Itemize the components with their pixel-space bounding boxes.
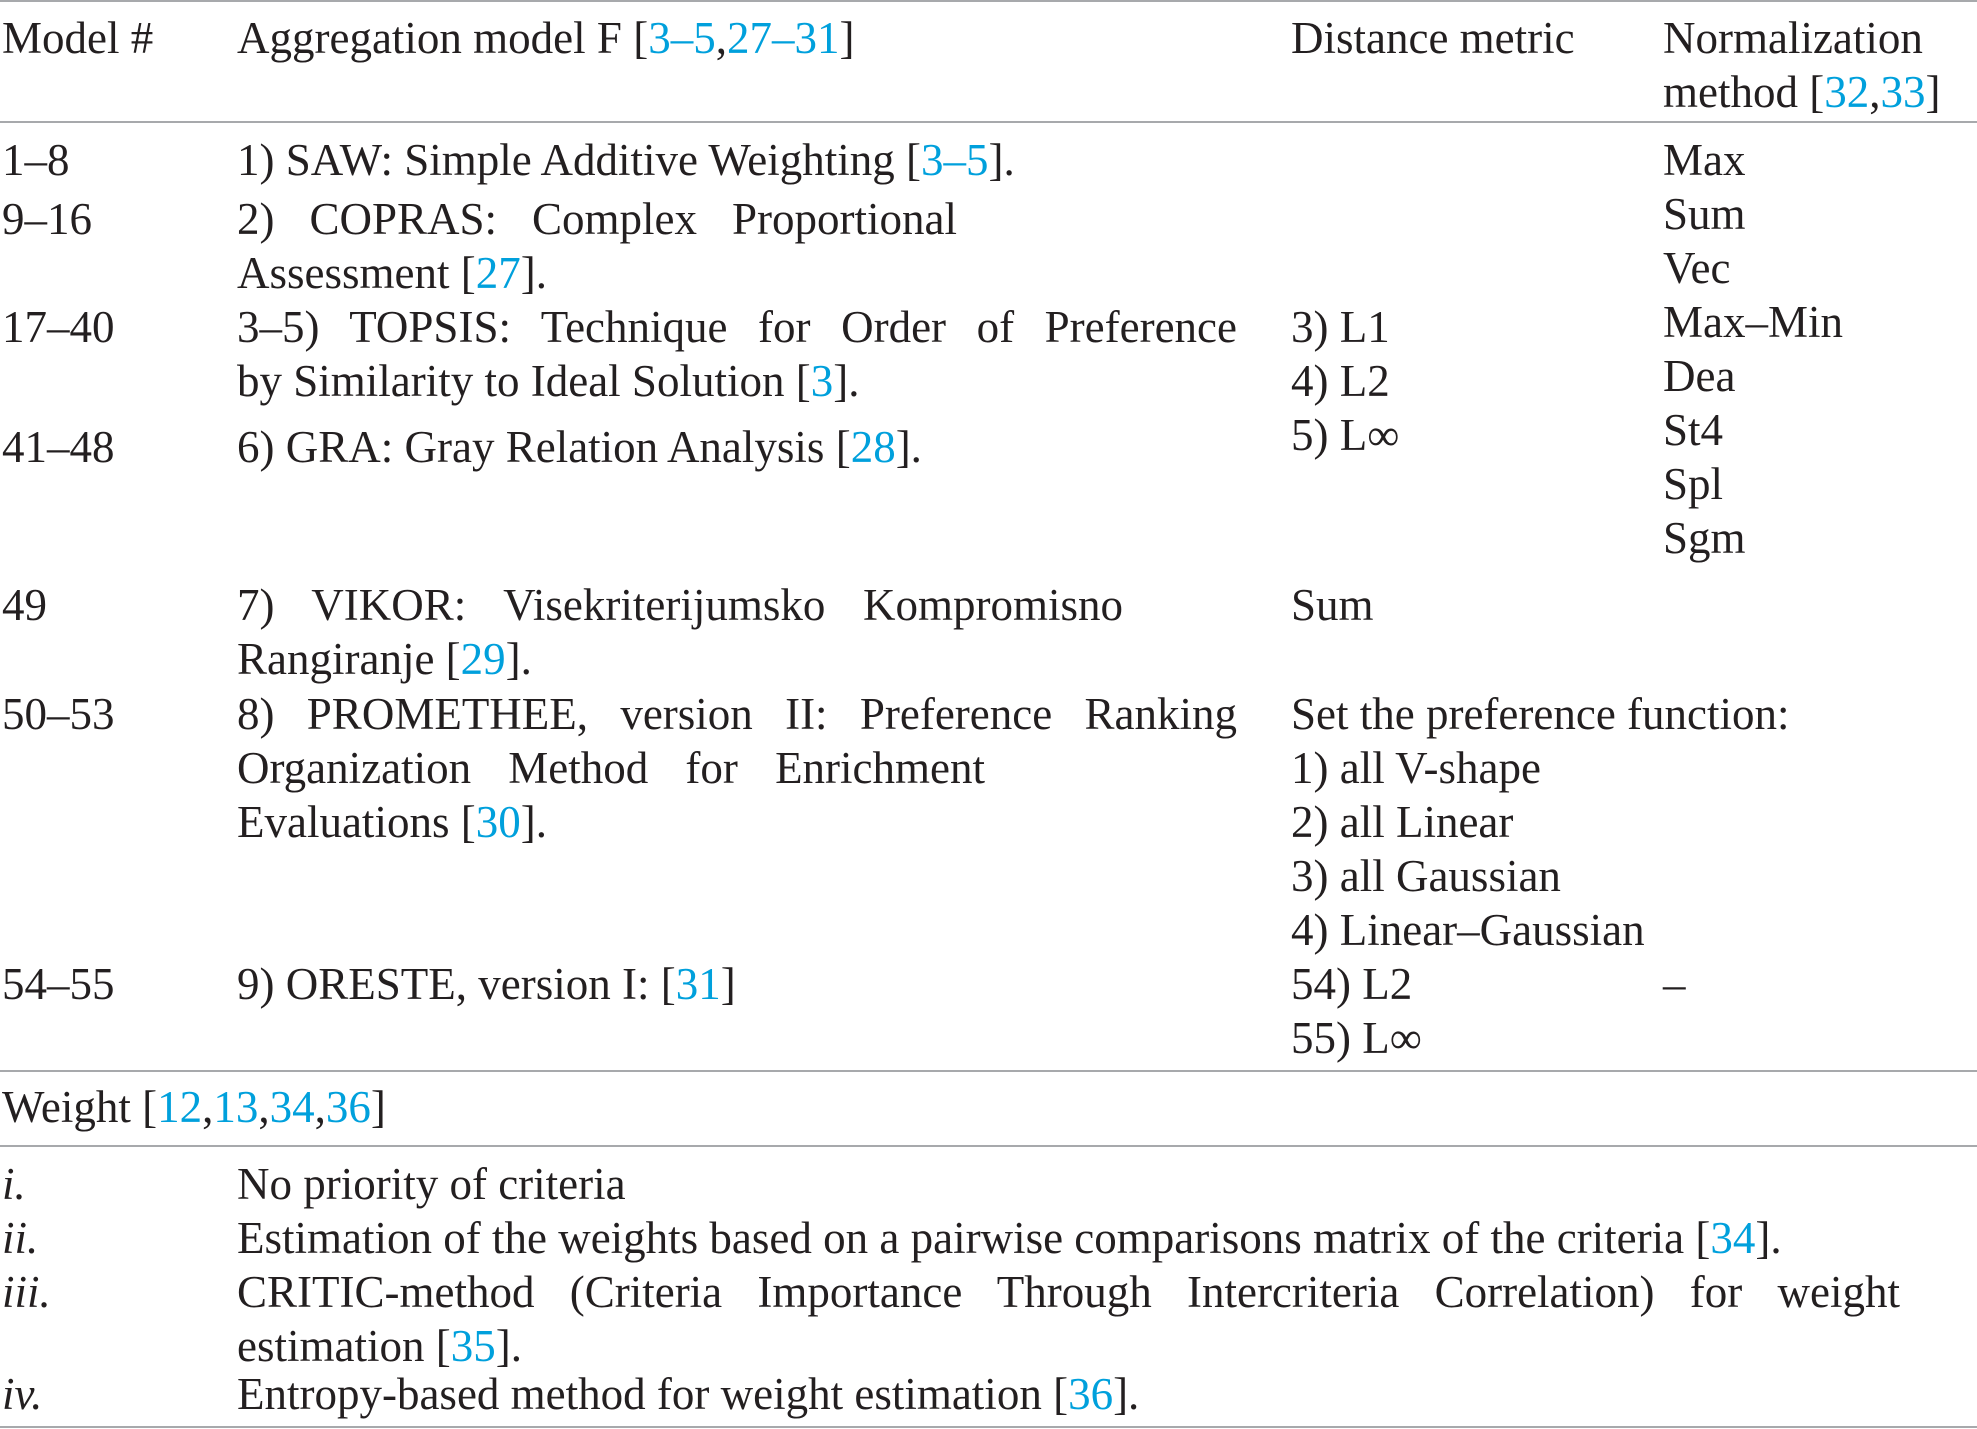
aggregation-oreste xyxy=(237,957,736,1011)
aggregation-line: 8) PROMETHEE, version II: Preference Ranking xyxy=(237,689,1237,739)
reference-link[interactable]: 36 xyxy=(1068,1369,1114,1419)
promethee-preference-functions xyxy=(1291,687,1790,957)
normalization-header-line: Normalization xyxy=(1663,13,1923,63)
model-number-header: Model # xyxy=(2,13,154,63)
normalization-item: Vec xyxy=(1663,243,1731,293)
aggregation-line: 3–5) TOPSIS: Technique for Order of Preference xyxy=(237,302,1237,352)
bottom-rule xyxy=(0,1426,1977,1428)
reference-link[interactable]: 27 xyxy=(475,248,521,298)
distance-metric-header: Distance metric xyxy=(1291,13,1575,63)
distance-metric-item: 55) L∞ xyxy=(1291,1013,1422,1063)
model-range-promethee: 50–53 xyxy=(2,689,115,739)
reference-link[interactable]: 34 xyxy=(269,1082,315,1132)
reference-link[interactable]: 3–5 xyxy=(648,13,716,63)
weight-item-label: iv. xyxy=(2,1369,43,1419)
reference-suffix: ]. xyxy=(1755,1213,1782,1263)
weight-description: estimation [ xyxy=(237,1321,451,1371)
reference-suffix: ]. xyxy=(988,135,1015,185)
aggregation-vikor xyxy=(237,578,1123,686)
preference-function-line: Set the preference function: xyxy=(1291,689,1790,739)
distance-metric-item: 5) L∞ xyxy=(1291,410,1400,460)
reference-link[interactable]: 27–31 xyxy=(726,13,840,63)
weight-section-rule xyxy=(0,1070,1977,1072)
model-range-copras: 9–16 xyxy=(2,194,92,244)
topsis-distance-metrics xyxy=(1291,300,1399,462)
oreste-distance-metrics xyxy=(1291,957,1422,1065)
normalization-item: Sgm xyxy=(1663,513,1746,563)
aggregation-text: Assessment [ xyxy=(237,248,476,298)
weight-item-label: i. xyxy=(2,1159,26,1209)
model-range-topsis: 17–40 xyxy=(2,302,115,352)
aggregation-header-text: Aggregation model F [ xyxy=(237,13,649,63)
reference-suffix: ]. xyxy=(520,797,547,847)
header-rule xyxy=(0,121,1977,123)
reference-suffix: ]. xyxy=(495,1321,522,1371)
normalization-item: St4 xyxy=(1663,405,1724,455)
reference-link[interactable]: 34 xyxy=(1710,1213,1756,1263)
aggregation-header-suffix: ] xyxy=(839,13,855,63)
reference-link[interactable]: 12 xyxy=(157,1082,203,1132)
aggregation-gra xyxy=(237,420,922,474)
normalization-item: Max–Min xyxy=(1663,297,1843,347)
reference-link[interactable]: 35 xyxy=(450,1321,496,1371)
normalization-item: Dea xyxy=(1663,351,1736,401)
reference-link[interactable]: 36 xyxy=(325,1082,371,1132)
model-range-vikor: 49 xyxy=(2,580,47,630)
aggregation-line xyxy=(237,795,1237,849)
aggregation-text: 6) GRA: Gray Relation Analysis [ xyxy=(237,422,851,472)
normalization-header xyxy=(1663,11,1940,119)
comma: , xyxy=(1869,67,1881,117)
distance-metric-item: 54) L2 xyxy=(1291,959,1413,1009)
aggregation-line: Organization Method for Enrichment xyxy=(237,743,985,793)
weight-title-suffix: ] xyxy=(370,1082,386,1132)
weight-description: Entropy-based method for weight estimation [ xyxy=(237,1369,1069,1419)
weight-item-text xyxy=(237,1265,1900,1373)
reference-suffix: ] xyxy=(720,959,736,1009)
normalization-item: Sum xyxy=(1663,189,1746,239)
vikor-distance-metric: Sum xyxy=(1291,580,1374,630)
weight-item-label: ii. xyxy=(2,1213,39,1263)
aggregation-line xyxy=(237,354,1237,408)
weight-item-text xyxy=(237,1211,1782,1265)
weight-description-line xyxy=(237,1319,1900,1373)
comma: , xyxy=(258,1082,270,1132)
model-range-gra: 41–48 xyxy=(2,422,115,472)
aggregation-line xyxy=(237,246,957,300)
aggregation-model-header xyxy=(237,11,854,65)
aggregation-copras xyxy=(237,192,957,300)
distance-metric-item: 4) L2 xyxy=(1291,356,1390,406)
weight-description-line: CRITIC-method (Criteria Importance Through Intercriteria Correlation) for weight xyxy=(237,1267,1900,1317)
weight-item-text xyxy=(237,1367,1139,1421)
reference-link[interactable]: 30 xyxy=(475,797,521,847)
normalization-header-suffix: ] xyxy=(1925,67,1941,117)
aggregation-line: 7) VIKOR: Visekriterijumsko Kompromisno xyxy=(237,580,1123,630)
comma: , xyxy=(715,13,727,63)
aggregation-text: 1) SAW: Simple Additive Weighting [ xyxy=(237,135,921,185)
aggregation-text: Rangiranje [ xyxy=(237,634,461,684)
reference-link[interactable]: 28 xyxy=(850,422,896,472)
weight-item-text: No priority of criteria xyxy=(237,1159,626,1209)
preference-function-line: 2) all Linear xyxy=(1291,797,1514,847)
oreste-normalization: – xyxy=(1663,959,1686,1009)
weight-item-label: iii. xyxy=(2,1267,51,1317)
reference-link[interactable]: 29 xyxy=(460,634,506,684)
model-range-oreste: 54–55 xyxy=(2,959,115,1009)
weight-header-rule xyxy=(0,1145,1977,1147)
weight-description: Estimation of the weights based on a pairwise comparisons matrix of the criteria [ xyxy=(237,1213,1711,1263)
reference-link[interactable]: 31 xyxy=(675,959,721,1009)
preference-function-line: 4) Linear–Gaussian xyxy=(1291,905,1645,955)
model-range-saw: 1–8 xyxy=(2,135,70,185)
preference-function-line: 1) all V-shape xyxy=(1291,743,1541,793)
reference-link[interactable]: 3 xyxy=(810,356,834,406)
normalization-item: Max xyxy=(1663,135,1746,185)
normalization-header-line xyxy=(1663,65,1940,119)
reference-link[interactable]: 3–5 xyxy=(921,135,989,185)
normalization-header-text: method [ xyxy=(1663,67,1825,117)
reference-suffix: ]. xyxy=(505,634,532,684)
top-rule xyxy=(0,0,1977,2)
aggregation-saw xyxy=(237,133,1015,187)
aggregation-line xyxy=(237,632,1123,686)
aggregation-line: 2) COPRAS: Complex Proportional xyxy=(237,194,957,244)
comma: , xyxy=(314,1082,326,1132)
reference-link[interactable]: 33 xyxy=(1880,67,1926,117)
normalization-item: Spl xyxy=(1663,459,1724,509)
reference-suffix: ]. xyxy=(895,422,922,472)
reference-suffix: ]. xyxy=(520,248,547,298)
aggregation-text: 9) ORESTE, version I: [ xyxy=(237,959,676,1009)
normalization-methods xyxy=(1663,133,1843,565)
distance-metric-item: 3) L1 xyxy=(1291,302,1390,352)
aggregation-promethee xyxy=(237,687,1237,849)
reference-suffix: ]. xyxy=(833,356,860,406)
reference-link[interactable]: 32 xyxy=(1824,67,1870,117)
weight-title xyxy=(2,1080,386,1134)
aggregation-text: Evaluations [ xyxy=(237,797,476,847)
weight-title-text: Weight [ xyxy=(2,1082,158,1132)
preference-function-line: 3) all Gaussian xyxy=(1291,851,1561,901)
reference-suffix: ]. xyxy=(1113,1369,1140,1419)
comma: , xyxy=(202,1082,214,1132)
aggregation-text: by Similarity to Ideal Solution [ xyxy=(237,356,811,406)
reference-link[interactable]: 13 xyxy=(213,1082,259,1132)
aggregation-topsis xyxy=(237,300,1237,408)
